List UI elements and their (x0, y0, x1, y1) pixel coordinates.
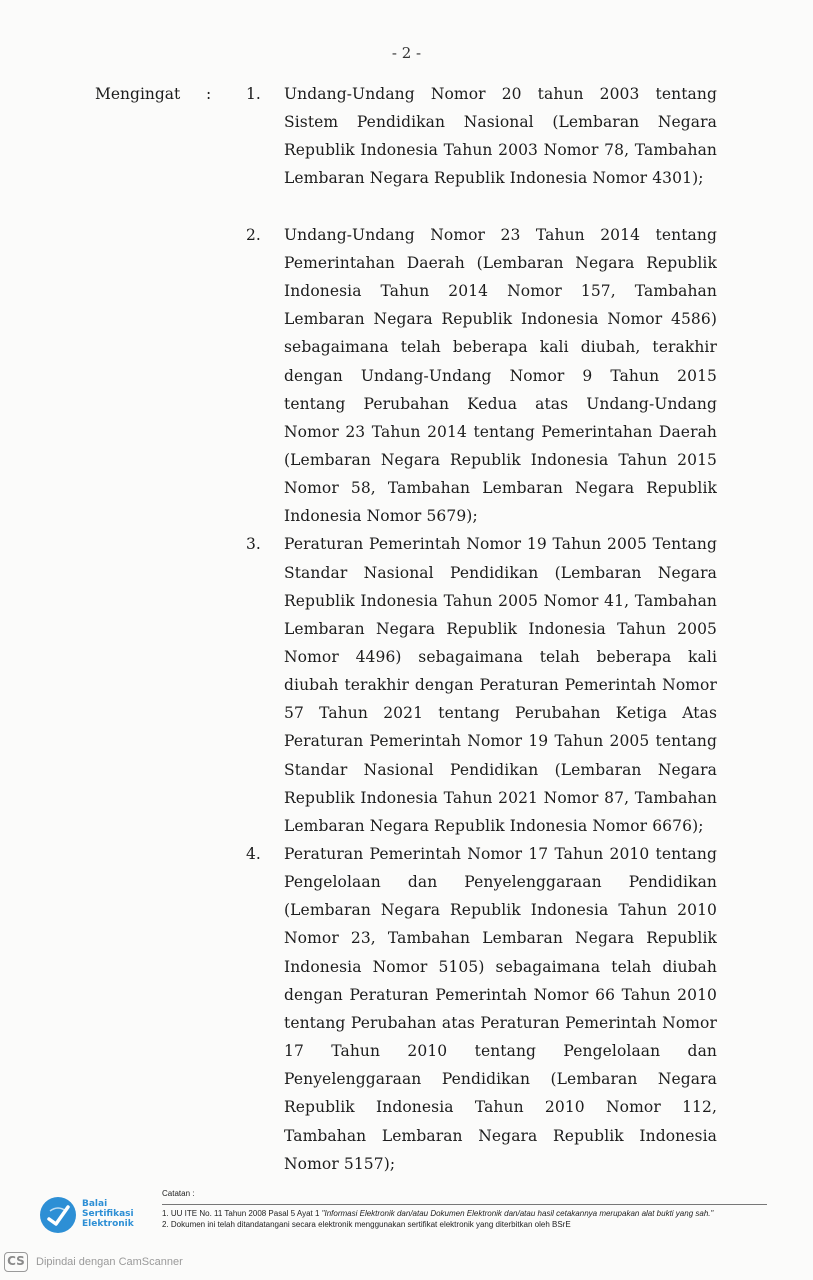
bsre-logo (40, 1197, 140, 1237)
item-number: 3. (246, 535, 261, 554)
item-text: Undang-Undang Nomor 23 Tahun 2014 tentang Pemerintahan Daerah (Lembaran Negara Republik Indonesia Tahun 2014 Nomor 157, Tambahan Lembaran Negara Republik Indonesia Nomor 4586) sebagaimana telah beberapa kali diubah, terakhir dengan Undang-Undang Nomor 9 Tahun 2015 tentang Perubahan Kedua atas Undang-Undang Nomor 23 Tahun 2014 tentang Pemerintahan Daerah (Lembaran Negara Republik Indonesia Tahun 2015 Nomor 58, Tambahan Lembaran Negara Republik Indonesia Nomor 5679); (284, 225, 717, 526)
logo-line-2: Sertifikasi (82, 1209, 134, 1219)
note-2: 2. Dokumen ini telah ditandatangani secara elektronik menggunakan sertifikat elektronik yang diterbitkan oleh BSrE (162, 1220, 571, 1229)
camscanner-text: Dipindai dengan CamScanner (36, 1256, 183, 1268)
item-text: Peraturan Pemerintah Nomor 17 Tahun 2010 tentang Pengelolaan dan Penyelenggaraan Pendidikan (Lembaran Negara Republik Indonesia Tahun 2010 Nomor 23, Tambahan Lembaran Negara Republik Indonesia Nomor 5105) sebagaimana telah diubah dengan Peraturan Pemerintah Nomor 66 Tahun 2010 tentang Perubahan atas Peraturan Pemerintah Nomor 17 Tahun 2010 tentang Pengelolaan dan Penyelenggaraan Pendidikan (Lembaran Negara Republik Indonesia Tahun 2010 Nomor 112, Tambahan Lembaran Negara Republik Indonesia Nomor 5157); (284, 845, 717, 1173)
notes-divider (162, 1204, 767, 1205)
camscanner-icon: CS (4, 1252, 28, 1272)
notes-title: Catatan : (162, 1189, 195, 1198)
section-colon: : (206, 85, 212, 103)
footer (0, 1185, 813, 1245)
item-number: 1. (246, 85, 261, 103)
item-text: Peraturan Pemerintah Nomor 19 Tahun 2005 Tentang Standar Nasional Pendidikan (Lembaran Negara Republik Indonesia Tahun 2005 Nomor 41, Tambahan Lembaran Negara Republik Indonesia Tahun 2005 Nomor 4496) sebagaimana telah beberapa kali diubah terakhir dengan Peraturan Pemerintah Nomor 57 Tahun 2021 tentang Perubahan Ketiga Atas Peraturan Pemerintah Nomor 19 Tahun 2005 tentang Standar Nasional Pendidikan (Lembaran Negara Republik Indonesia Tahun 2021 Nomor 87, Tambahan Lembaran Negara Republik Indonesia Nomor 6676); (284, 535, 717, 835)
page-number: - 2 - (391, 44, 422, 62)
footer-notes (162, 1189, 767, 1230)
section-label: Mengingat (95, 85, 181, 103)
bsre-logo-icon (40, 1197, 76, 1233)
logo-line-1: Balai (82, 1199, 108, 1209)
item-number: 4. (246, 845, 261, 863)
item-text: Undang-Undang Nomor 20 tahun 2003 tentang Sistem Pendidikan Nasional (Lembaran Negara Republik Indonesia Tahun 2003 Nomor 78, Tambahan Lembaran Negara Republik Indonesia Nomor 4301); (284, 85, 717, 188)
logo-line-3: Elektronik (82, 1219, 134, 1229)
note-1: 1. UU ITE No. 11 Tahun 2008 Pasal 5 Ayat 1 "Informasi Elektronik dan/atau Dokumen Elektronik dan/atau hasil cetakannya merupakan alat bukti yang sah." (162, 1209, 714, 1218)
item-number: 2. (246, 225, 261, 244)
